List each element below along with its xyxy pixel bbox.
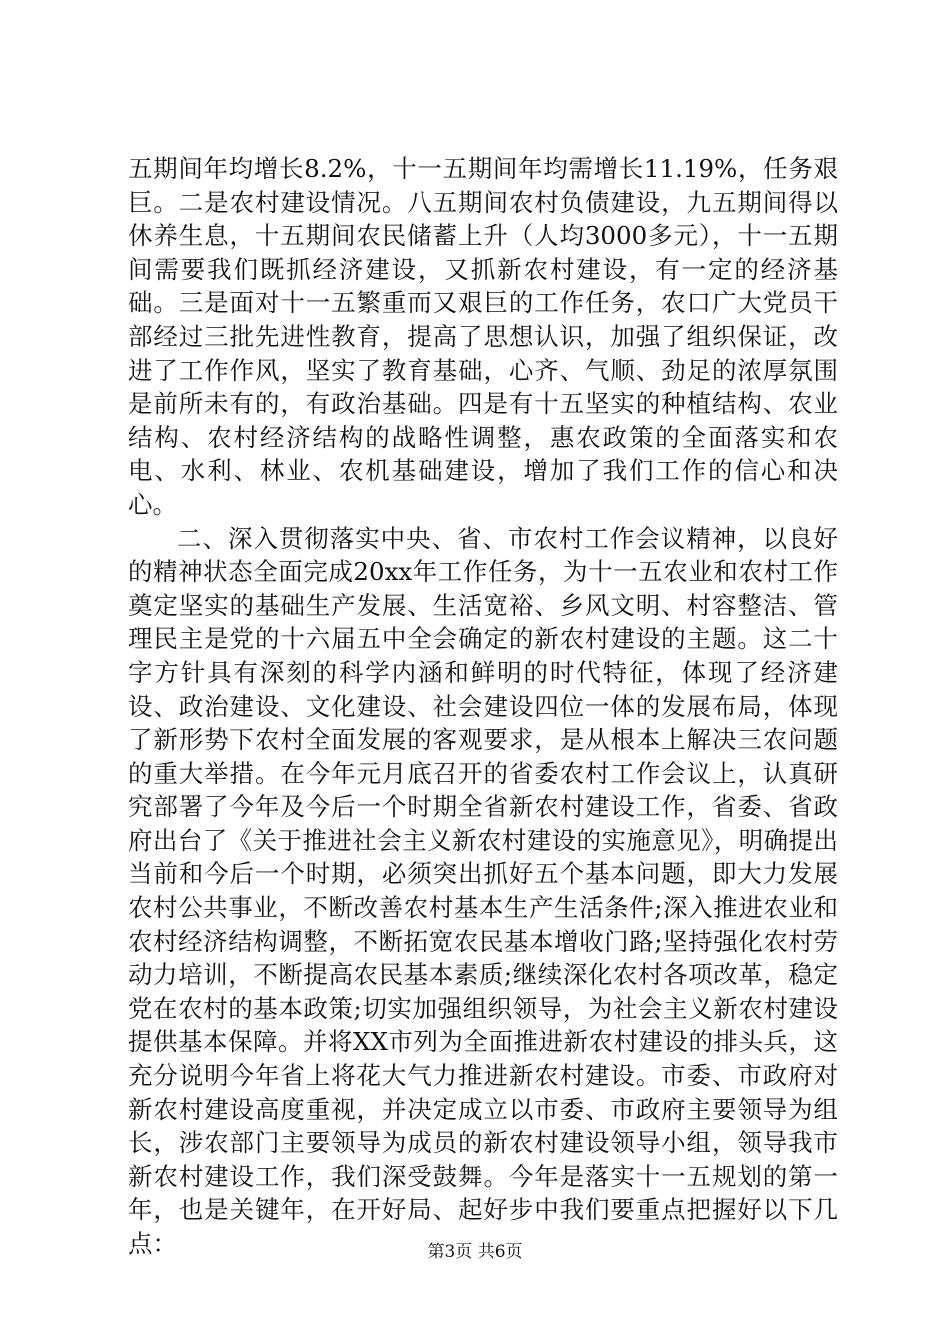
page-number-footer: 第3页 共6页 [427,1242,523,1262]
paragraph-2: 二、深入贯彻落实中央、省、市农村工作会议精神，以良好的精神状态全面完成20xx年工作任务，为十一五农业和农村工作奠定坚实的基础生产发展、生活宽裕、乡风文明、村容整洁、管理民主是党的十六届五中全会确定的新农村建设的主题。这二十字方针具有深刻的科学内涵和鲜明的时代特征，体现了经济建设、政治建设、文化建设、社会建设四位一体的发展布局，体现了新形势下农村全面发展的客观要求，是从根本上解决三农问题的重大举措。在今年元月底召开的省委农村工作会议上，认真研究部署了今年及今后一个时期全省新农村建设工作，省委、省政府出台了《关于推进社会主义新农村建设的实施意见》，明确提出当前和今后一个时期，必须突出抓好五个基本问题，即大力发展农村公共事业，不断改善农村基本生产生活条件;深入推进农业和农村经济结构调整，不断拓宽农民基本增收门路;坚持强化农村劳动力培训，不断提高农民基本素质;继续深化农村各项改革，稳定党在农村的基本政策;切实加强组织领导，为社会主义新农村建设提供基本保障。并将XX市列为全面推进新农村建设的排头兵，这充分说明今年省上将花大气力推进新农村建设。市委、市政府对新农村建设高度重视，并决定成立以市委、市政府主要领导为组长，涉农部门主要领导为成员的新农村建设领导小组，领导我市新农村建设工作，我们深受鼓舞。今年是落实十一五规划的第一年，也是关键年，在开好局、起好步中我们要重点把握好以下几点： [128,523,838,1258]
paragraph-1: 五期间年均增长8.2%，十一五期间年均需增长11.19%，任务艰巨。二是农村建设情况。八五期间农村负债建设，九五期间得以休养生息，十五期间农民储蓄上升（人均3000多元），十一五期间需要我们既抓经济建设，又抓新农村建设，有一定的经济基础。三是面对十一五繁重而又艰巨的工作任务，农口广大党员干部经过三批先进性教育，提高了思想认识，加强了组织保证，改进了工作作风，坚实了教育基础，心齐、气顺、劲足的浓厚氛围是前所未有的，有政治基础。四是有十五坚实的种植结构、农业结构、农村经济结构的战略性调整，惠农政策的全面落实和农电、水利、林业、农机基础建设，增加了我们工作的信心和决心。 [128,154,838,519]
document-body [128,152,838,1261]
